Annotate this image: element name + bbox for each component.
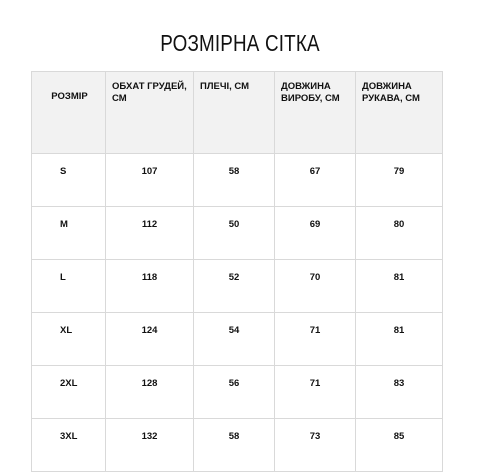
cell-length: 69 <box>275 207 356 260</box>
cell-length: 71 <box>275 366 356 419</box>
cell-sleeve: 79 <box>356 154 443 207</box>
page-title: РОЗМІРНА СІТКА <box>160 30 320 56</box>
cell-chest: 128 <box>106 366 194 419</box>
header-shoulders: ПЛЕЧІ, СМ <box>194 72 275 154</box>
table-header <box>32 72 443 154</box>
cell-chest: 107 <box>106 154 194 207</box>
table-body <box>32 154 443 472</box>
header-chest: ОБХАТ ГРУДЕЙ, СМ <box>106 72 194 154</box>
table-row <box>32 260 443 313</box>
cell-shoulders: 50 <box>194 207 275 260</box>
cell-shoulders: 52 <box>194 260 275 313</box>
cell-size: 2XL <box>32 366 106 419</box>
cell-shoulders: 58 <box>194 419 275 472</box>
cell-chest: 132 <box>106 419 194 472</box>
size-chart-table <box>31 71 443 472</box>
cell-size: M <box>32 207 106 260</box>
header-sleeve: ДОВЖИНА РУКАВА, СМ <box>356 72 443 154</box>
cell-sleeve: 80 <box>356 207 443 260</box>
cell-size: S <box>32 154 106 207</box>
cell-shoulders: 58 <box>194 154 275 207</box>
cell-sleeve: 81 <box>356 313 443 366</box>
table-row <box>32 419 443 472</box>
cell-length: 70 <box>275 260 356 313</box>
cell-shoulders: 56 <box>194 366 275 419</box>
table-row <box>32 313 443 366</box>
header-size: РОЗМІР <box>32 72 106 154</box>
cell-chest: 118 <box>106 260 194 313</box>
cell-chest: 112 <box>106 207 194 260</box>
header-row <box>32 72 443 154</box>
cell-size: XL <box>32 313 106 366</box>
cell-sleeve: 83 <box>356 366 443 419</box>
cell-length: 73 <box>275 419 356 472</box>
cell-length: 71 <box>275 313 356 366</box>
header-length: ДОВЖИНА ВИРОБУ, СМ <box>275 72 356 154</box>
cell-length: 67 <box>275 154 356 207</box>
cell-chest: 124 <box>106 313 194 366</box>
cell-size: L <box>32 260 106 313</box>
table-row <box>32 207 443 260</box>
cell-sleeve: 85 <box>356 419 443 472</box>
cell-shoulders: 54 <box>194 313 275 366</box>
cell-size: 3XL <box>32 419 106 472</box>
table-row <box>32 154 443 207</box>
cell-sleeve: 81 <box>356 260 443 313</box>
